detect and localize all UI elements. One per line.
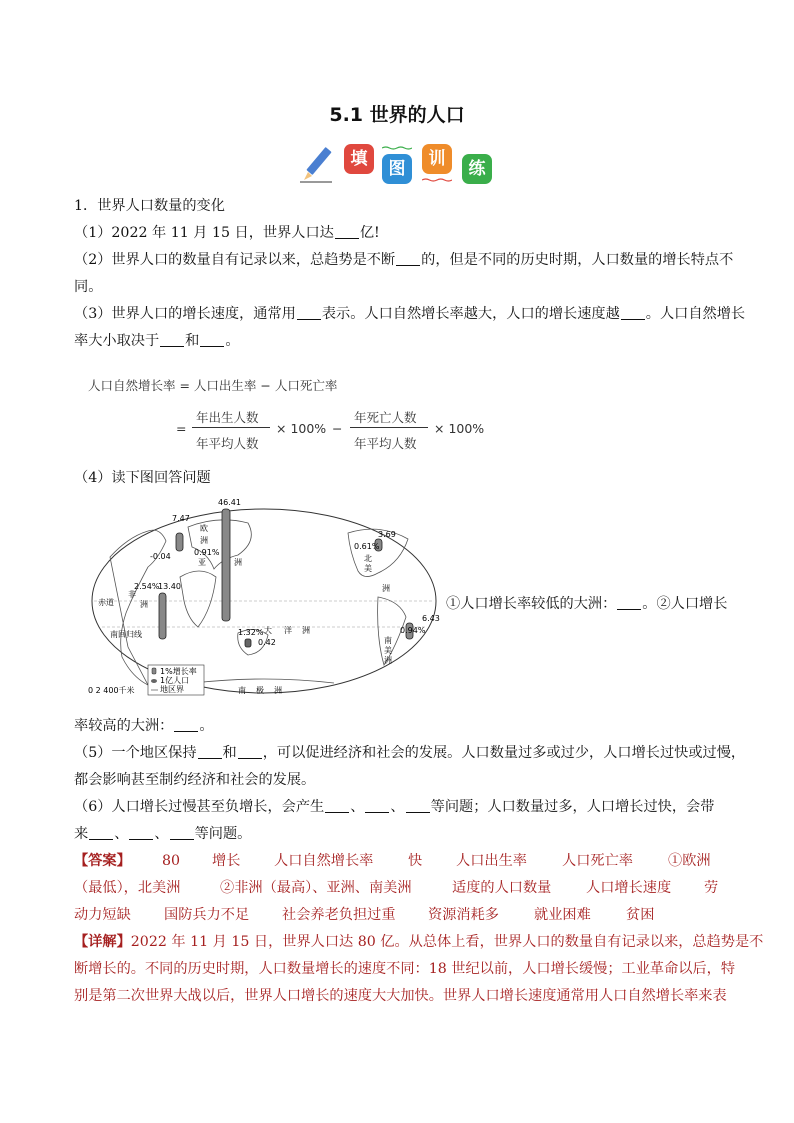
formula-minus: − — [332, 421, 343, 436]
value-label: 6.43 — [422, 614, 440, 623]
answer-item: 人口出生率 — [456, 853, 527, 869]
answer-blank[interactable] — [200, 332, 224, 347]
formula-denominator-1: 年平均人数 — [196, 436, 259, 451]
population-bar-asia — [222, 509, 230, 621]
growth-rate-formula — [88, 374, 508, 460]
map-label: 洋 — [284, 626, 292, 635]
answer-item: 人口增长速度 — [586, 880, 672, 896]
answer-blank[interactable] — [174, 717, 198, 732]
formula-denominator-2: 年平均人数 — [354, 436, 417, 451]
map-label: 洲 — [234, 558, 242, 567]
answer-row-2 — [74, 878, 734, 898]
map-label: 美 — [364, 564, 372, 573]
q1-part4-question: ①人口增长率较低的大洲： 。②人口增长 — [446, 596, 728, 612]
answer-item: 适度的人口数量 — [452, 880, 552, 896]
answer-blank[interactable] — [335, 224, 359, 239]
detail-tag: 【详解】 — [74, 934, 131, 950]
badge-fill: 填 — [344, 144, 374, 174]
answer-blank[interactable] — [617, 595, 641, 610]
answer-item: 增长 — [212, 853, 241, 869]
map-label: 欧 — [200, 524, 208, 533]
q1-part2: （2）世界人口的数量自有记录以来，总趋势是不断 的，但是不同的历史时期，人口数量的增长特点不 — [74, 252, 734, 268]
badge-map: 图 — [382, 154, 412, 184]
growth-bar-oceania — [245, 639, 251, 647]
population-bar-europe — [176, 533, 183, 551]
answer-row-3 — [74, 905, 734, 925]
badge-train: 训 — [422, 144, 452, 174]
q1-part5: （5）一个地区保持 和 ，可以促进经济和社会的发展。人口数量过多或过少，人口增长过快或过慢， — [74, 745, 746, 761]
detail-line-2: 断增长的。不同的历史时期，人口数量增长的速度不同：18 世纪以前，人口增长缓慢；工业革命以后，特 — [74, 961, 736, 977]
answer-item: 劳 — [704, 880, 719, 896]
answer-item: 贫困 — [626, 907, 655, 923]
legend-growth-icon — [152, 668, 156, 674]
legend-population-icon — [151, 679, 157, 683]
value-label: 46.41 — [218, 498, 241, 507]
answer-blank[interactable] — [89, 825, 113, 840]
map-label: 亚 — [198, 558, 206, 567]
map-label: 美 — [384, 646, 392, 655]
map-label: 南 — [384, 636, 392, 645]
legend-label: 1亿人口 — [160, 676, 190, 685]
answer-item: 80 — [162, 853, 181, 869]
map-scale: 0 2 400千米 — [88, 686, 135, 695]
q1-part3-cont: 率大小取决于 和 。 — [74, 333, 240, 349]
map-label: 洲 — [200, 536, 208, 545]
answer-item: 快 — [408, 853, 423, 869]
value-label: 3.69 — [378, 530, 396, 539]
q1-part6: （6）人口增长过慢甚至负增长，会产生 、 、 等问题；人口数量过多，人口增长过快，会带 — [74, 799, 715, 815]
answer-item: ①欧洲 — [668, 853, 711, 869]
answer-item: 就业困难 — [534, 907, 591, 923]
legend-label: 地区界 — [160, 685, 184, 694]
map-label: 赤道 — [98, 598, 114, 607]
pencil-icon — [298, 144, 334, 184]
value-label: 0.94% — [400, 626, 426, 635]
fraction-bar — [192, 427, 270, 428]
answer-item: 动力短缺 — [74, 907, 131, 923]
q1-part1: （1）2022 年 11 月 15 日，世界人口达 亿! — [74, 225, 380, 241]
map-label: 洲 — [384, 656, 392, 665]
formula-times-1: × 100% — [276, 421, 327, 436]
world-population-map — [88, 497, 440, 701]
value-label: 13.40 — [158, 582, 181, 591]
value-label: 0.91% — [194, 548, 220, 557]
answer-row-1 — [74, 851, 734, 871]
value-label: 0.61% — [354, 542, 380, 551]
formula-equals: = — [176, 421, 187, 436]
formula-line1: 人口自然增长率 = 人口出生率 − 人口死亡率 — [88, 378, 338, 393]
q1-part5-cont: 都会影响甚至制约经济和社会的发展。 — [74, 772, 316, 788]
fraction-bar — [350, 427, 428, 428]
q1-part4-question-cont: 率较高的大洲： 。 — [74, 718, 214, 734]
map-label: 非 — [128, 590, 136, 599]
answer-item: （最低），北美洲 — [74, 880, 181, 896]
answer-item: 资源消耗多 — [428, 907, 499, 923]
map-label: 极 — [256, 686, 264, 695]
value-label: -0.04 — [150, 552, 171, 561]
q1-part3: （3）世界人口的增长速度，通常用 表示。人口自然增长率越大，人口的增长速度越 。人口自然增长 — [74, 306, 746, 322]
answer-blank[interactable] — [325, 798, 349, 813]
map-label: 洲 — [140, 600, 148, 609]
answer-blank[interactable] — [129, 825, 153, 840]
value-label: 0.42 — [258, 638, 276, 647]
formula-times-2: × 100% — [434, 421, 485, 436]
q1-heading: 1．世界人口数量的变化 — [74, 198, 225, 214]
answer-item: 人口自然增长率 — [274, 853, 374, 869]
wave-decoration — [422, 178, 452, 182]
map-label: 南回归线 — [110, 630, 142, 639]
wave-decoration — [382, 146, 412, 150]
answer-blank[interactable] — [297, 305, 321, 320]
map-label: 洲 — [274, 686, 282, 695]
answer-blank[interactable] — [160, 332, 184, 347]
q1-part6-cont: 来 、 、 等问题。 — [74, 826, 252, 842]
answer-blank[interactable] — [406, 798, 430, 813]
answer-blank[interactable] — [238, 744, 262, 759]
map-label: 洲 — [302, 626, 310, 635]
value-label: 7.47 — [172, 514, 190, 523]
detail-line-1: 【详解】2022 年 11 月 15 日，世界人口达 80 亿。从总体上看，世界人口的数量自有记录以来，总趋势是不 — [74, 934, 764, 950]
answer-blank[interactable] — [365, 798, 389, 813]
q1-part4: （4）读下图回答问题 — [74, 470, 211, 486]
formula-numerator-deaths: 年死亡人数 — [354, 410, 417, 425]
page-title: 5.1 世界的人口 — [329, 104, 465, 126]
detail-line-3: 别是第二次世界大战以后，世界人口增长的速度大大加快。世界人口增长速度通常用人口自然增长率来表 — [74, 988, 727, 1004]
value-label: 1.32% — [238, 628, 264, 637]
answer-item: 人口死亡率 — [562, 853, 633, 869]
map-label: 大 — [264, 626, 272, 635]
value-label: 2.54% — [134, 582, 160, 591]
population-bar-africa — [159, 593, 166, 639]
answer-tag: 【答案】 — [74, 853, 131, 869]
map-label: 北 — [364, 554, 372, 563]
q1-part2-cont: 同。 — [74, 279, 103, 295]
legend-label: 1%增长率 — [160, 667, 197, 676]
answer-blank[interactable] — [170, 825, 194, 840]
answer-item: 社会养老负担过重 — [282, 907, 396, 923]
answer-item: 国防兵力不足 — [164, 907, 250, 923]
answer-blank[interactable] — [198, 744, 222, 759]
section-badge-group — [298, 140, 498, 188]
formula-numerator-births: 年出生人数 — [196, 410, 259, 425]
answer-blank[interactable] — [621, 305, 645, 320]
map-label: 洲 — [382, 584, 390, 593]
badge-practice: 练 — [462, 154, 492, 184]
answer-blank[interactable] — [396, 251, 420, 266]
map-label: 南 — [238, 686, 246, 695]
answer-item: ②非洲（最高）、亚洲、南美洲 — [220, 880, 412, 896]
